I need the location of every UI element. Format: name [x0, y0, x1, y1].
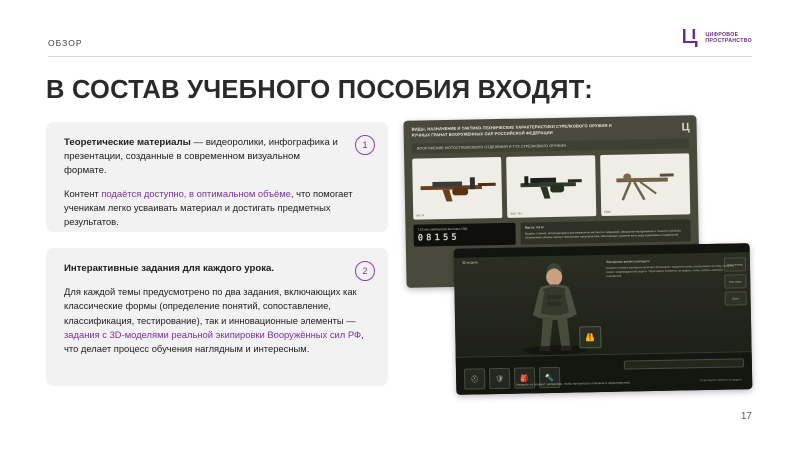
viewer-drag-item[interactable]: 🦺 — [579, 326, 601, 348]
card-2-body-pre: Для каждой темы предусмотрено по два задания, включающих как классические формы (определение понятий, сопоставление, классификация, тестирование), так и инновационные элементы — — [64, 285, 357, 326]
page-number: 17 — [740, 411, 752, 422]
weapon-caption-3: ПКМ — [604, 209, 611, 215]
card-2-body — [64, 285, 370, 356]
card-1-heading — [64, 136, 370, 178]
viewer-description — [606, 257, 734, 279]
counter-label: 7,62-мм снайперская винтовка СВД — [417, 226, 468, 232]
logo-text — [705, 32, 752, 45]
viewer-button-back[interactable]: Вид сзади — [724, 274, 746, 288]
equipment-slot-backpack-icon[interactable]: 🎒 — [514, 367, 535, 388]
card-badge-2: 2 — [355, 261, 375, 281]
viewer-description-title: Экипировка военнослужащего — [605, 259, 650, 264]
brand-logo — [682, 28, 752, 48]
viewer-label: 3D-модель — [461, 260, 479, 265]
weapon-cell-2 — [506, 155, 596, 218]
viewer-hint-text: Перетащите элемент на модель — [700, 377, 743, 383]
logo-line-1: ЦИФРОВОЕ — [705, 31, 739, 38]
counter-value: 08155 — [417, 232, 460, 244]
equipment-slot-light-icon[interactable]: 🔦 — [539, 367, 560, 388]
card-1-body-post: , что помогает ученикам легко усваивать материал и достигать предметных результатов. — [64, 187, 353, 228]
page-title: В СОСТАВ УЧЕБНОГО ПОСОБИЯ ВХОДЯТ: — [46, 76, 593, 104]
note-panel — [521, 219, 691, 244]
note-text: Модель, отличие: использующаяся для развития по местности соединений, маршрутов передвижения и точности стрельбы. Обозначения указаны тактико-технические характеристики, облегчающие усвоение этого ряда нормативов и показателей. — [525, 229, 682, 240]
header-divider — [48, 56, 752, 57]
viewer-button-front[interactable]: Вид спереди — [724, 257, 746, 271]
weapon-caption-2: АКС-74У — [510, 211, 523, 216]
card-2-heading-bold: Интерактивные задания для каждого урока. — [64, 263, 275, 274]
weapon-cell-1 — [412, 157, 502, 220]
card-2-heading — [64, 262, 370, 276]
counter-panel — [413, 223, 516, 247]
card-1-body — [64, 187, 370, 230]
card-badge-1: 1 — [355, 135, 375, 155]
card-1-body-accent: подаётся доступно, в оптимальном объёме — [101, 187, 291, 199]
weapon-cell-3 — [600, 153, 690, 216]
equipment-slot-helmet-icon[interactable]: ⛑ — [464, 368, 485, 389]
viewer-info-text: Нажмите на элемент экипировки, чтобы просмотреть описание и характеристики. — [516, 379, 631, 387]
viewer-equipment-slots[interactable] — [464, 367, 560, 390]
screenshot-slide-title: ВИДЫ, НАЗНАЧЕНИЕ И ТАКТИКО-ТЕХНИЧЕСКИЕ ХАРАКТЕРИСТИКИ СТРЕЛКОВОГО ОРУЖИЯ И РУЧНЫХ ГРАНАТ ВООРУЖЁННЫХ СИЛ РОССИЙСКОЙ ФЕДЕРАЦИИ — [411, 122, 612, 138]
card-2-body-post: , что делает процесс обучения наглядным и интересным. — [64, 328, 364, 355]
eyebrow-label: ОБЗОР — [48, 38, 83, 48]
logo-mark-icon — [682, 28, 699, 48]
card-1-heading-rest: — видеоролики, инфографика и презентации, созданные в современном визуальном формате. — [64, 137, 338, 176]
card-interactive-tasks — [46, 248, 388, 386]
note-title: Масса: 4,3 кг — [524, 225, 544, 230]
card-2-body-accent: задания с 3D-моделями реальной экипировки Вооружённых сил РФ — [64, 328, 362, 340]
screenshot-slide-footer — [413, 219, 690, 246]
card-1-heading-bold: Теоретические материалы — [64, 137, 191, 148]
equipment-slot-vest-icon[interactable]: 🛡 — [489, 368, 510, 389]
card-1-body-pre: Контент — [64, 187, 102, 199]
logo-line-2: ПРОСТРАНСТВО — [705, 38, 752, 44]
screenshot-slide-logo: Ц — [681, 121, 690, 134]
viewer-description-text: Комплект боевой экипировки включает бронежилет, защитный шлем, разгрузочную систему, средства связи и индивидуальной защиты. Перетащите элементы на модель, чтобы собрать комплект снаряжения. — [605, 264, 734, 279]
screenshot-3d-viewer — [454, 243, 753, 395]
card-theory — [46, 122, 388, 232]
screenshot-slide-subtitle: ВООРУЖЕНИЕ МОТОСТРЕЛКОВОГО ОТДЕЛЕНИЯ И ТТХ СТРЕЛКОВОГО ОРУЖИЯ — [412, 138, 689, 153]
weapon-caption-1: АК-74 — [416, 213, 425, 218]
weapon-image-row — [412, 153, 690, 219]
viewer-button-reset[interactable]: Сброс — [724, 291, 746, 305]
